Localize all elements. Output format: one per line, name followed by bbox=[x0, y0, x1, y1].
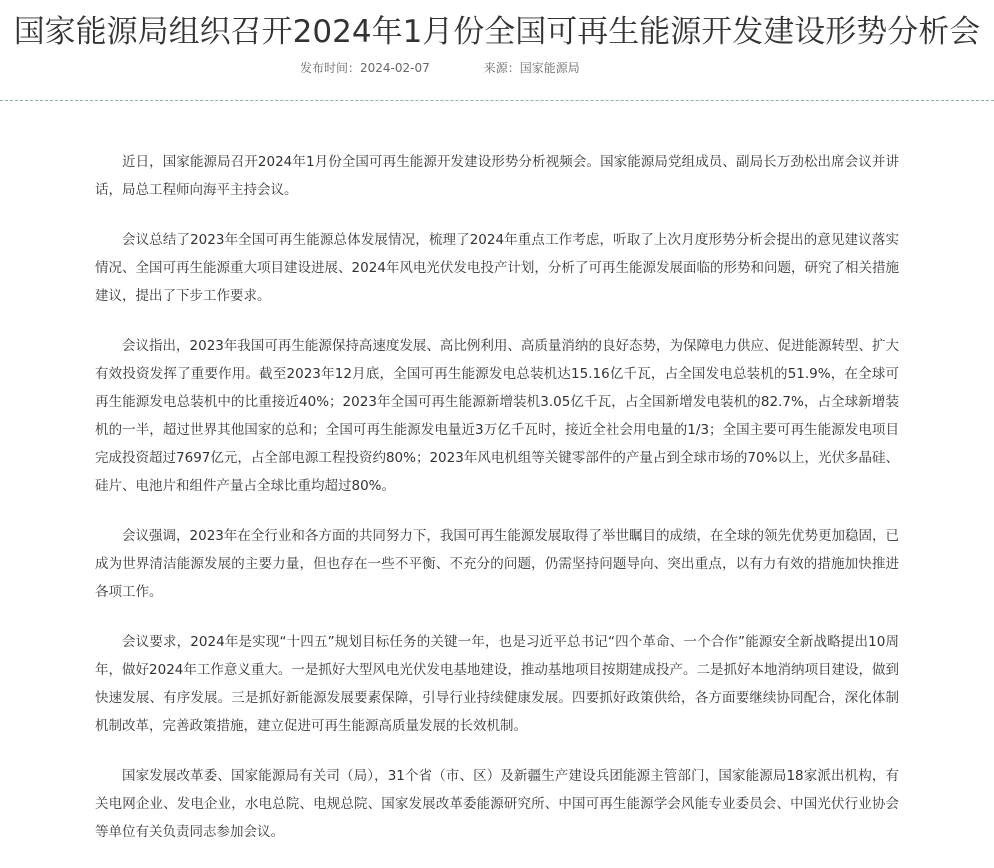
paragraph-1: 近日，国家能源局召开2024年1月份全国可再生能源开发建设形势分析视频会。国家能源局党组成员、副局长万劲松出席会议并讲话，局总工程师向海平主持会议。 bbox=[95, 154, 899, 198]
paragraph-2: 会议总结了2023年全国可再生能源总体发展情况，梳理了2024年重点工作考虑，听取了上次月度形势分析会提出的意见建议落实情况、全国可再生能源重大项目建设进展、2024年风电光伏发电投产计划，分析了可再生能源发展面临的形势和问题，研究了相关措施建议，提出了下步工作要求。 bbox=[95, 232, 899, 304]
source-label: 来源： bbox=[483, 61, 520, 75]
article-meta bbox=[300, 60, 580, 76]
article-source bbox=[484, 61, 580, 75]
paragraph-4: 会议强调，2023年在全行业和各方面的共同努力下，我国可再生能源发展取得了举世瞩目的成绩，在全球的领先优势更加稳固，已成为世界清洁能源发展的主要力量，但也存在一些不平衡、不充分的问题，仍需坚持问题导向、突出重点，以有力有效的措施加快推进各项工作。 bbox=[95, 528, 899, 600]
publish-date: 2024-02-07 bbox=[360, 61, 430, 75]
publish-label: 发布时间： bbox=[300, 61, 361, 75]
article-title: 国家能源局组织召开2024年1月份全国可再生能源开发建设形势分析会 bbox=[13, 14, 981, 50]
article-body bbox=[95, 148, 899, 868]
paragraph-6: 国家发展改革委、国家能源局有关司（局），31个省（市、区）及新疆生产建设兵团能源主管部门，国家能源局18家派出机构，有关电网企业、发电企业，水电总院、电规总院、国家发展改革委能源研究所、中国可再生能源学会风能专业委员会、中国光伏行业协会等单位有关负责同志参加会议。 bbox=[95, 768, 899, 840]
paragraph-3: 会议指出，2023年我国可再生能源保持高速度发展、高比例利用、高质量消纳的良好态势，为保障电力供应、促进能源转型、扩大有效投资发挥了重要作用。截至2023年12月底，全国可再生能源发电总装机达15.16亿千瓦，占全国发电总装机的51.9%，在全球可再生能源发电总装机中的比重接近40%；2023年全国可再生能源新增装机3.05亿千瓦，占全国新增发电装机的82.7%，占全球新增装机的一半，超过世界其他国家的总和；全国可再生能源发电量近3万亿千瓦时，接近全社会用电量的1/3；全国主要可再生能源发电项目完成投资超过7697亿元，占全部电源工程投资约80%；2023年风电机组等关键零部件的产量占到全球市场的70%以上，光伏多晶硅、硅片、电池片和组件产量占全球比重均超过80%。 bbox=[95, 338, 899, 494]
article-header bbox=[0, 0, 994, 101]
publish-time bbox=[300, 61, 430, 75]
source-value: 国家能源局 bbox=[519, 61, 580, 75]
paragraph-5: 会议要求，2024年是实现“十四五”规划目标任务的关键一年，也是习近平总书记“四个革命、一个合作”能源安全新战略提出10周年，做好2024年工作意义重大。一是抓好大型风电光伏发电基地建设，推动基地项目按期建成投产。二是抓好本地消纳项目建设，做到快速发展、有序发展。三是抓好新能源发展要素保障，引导行业持续健康发展。四要抓好政策供给，各方面要继续协同配合，深化体制机制改革，完善政策措施，建立促进可再生能源高质量发展的长效机制。 bbox=[95, 634, 899, 734]
